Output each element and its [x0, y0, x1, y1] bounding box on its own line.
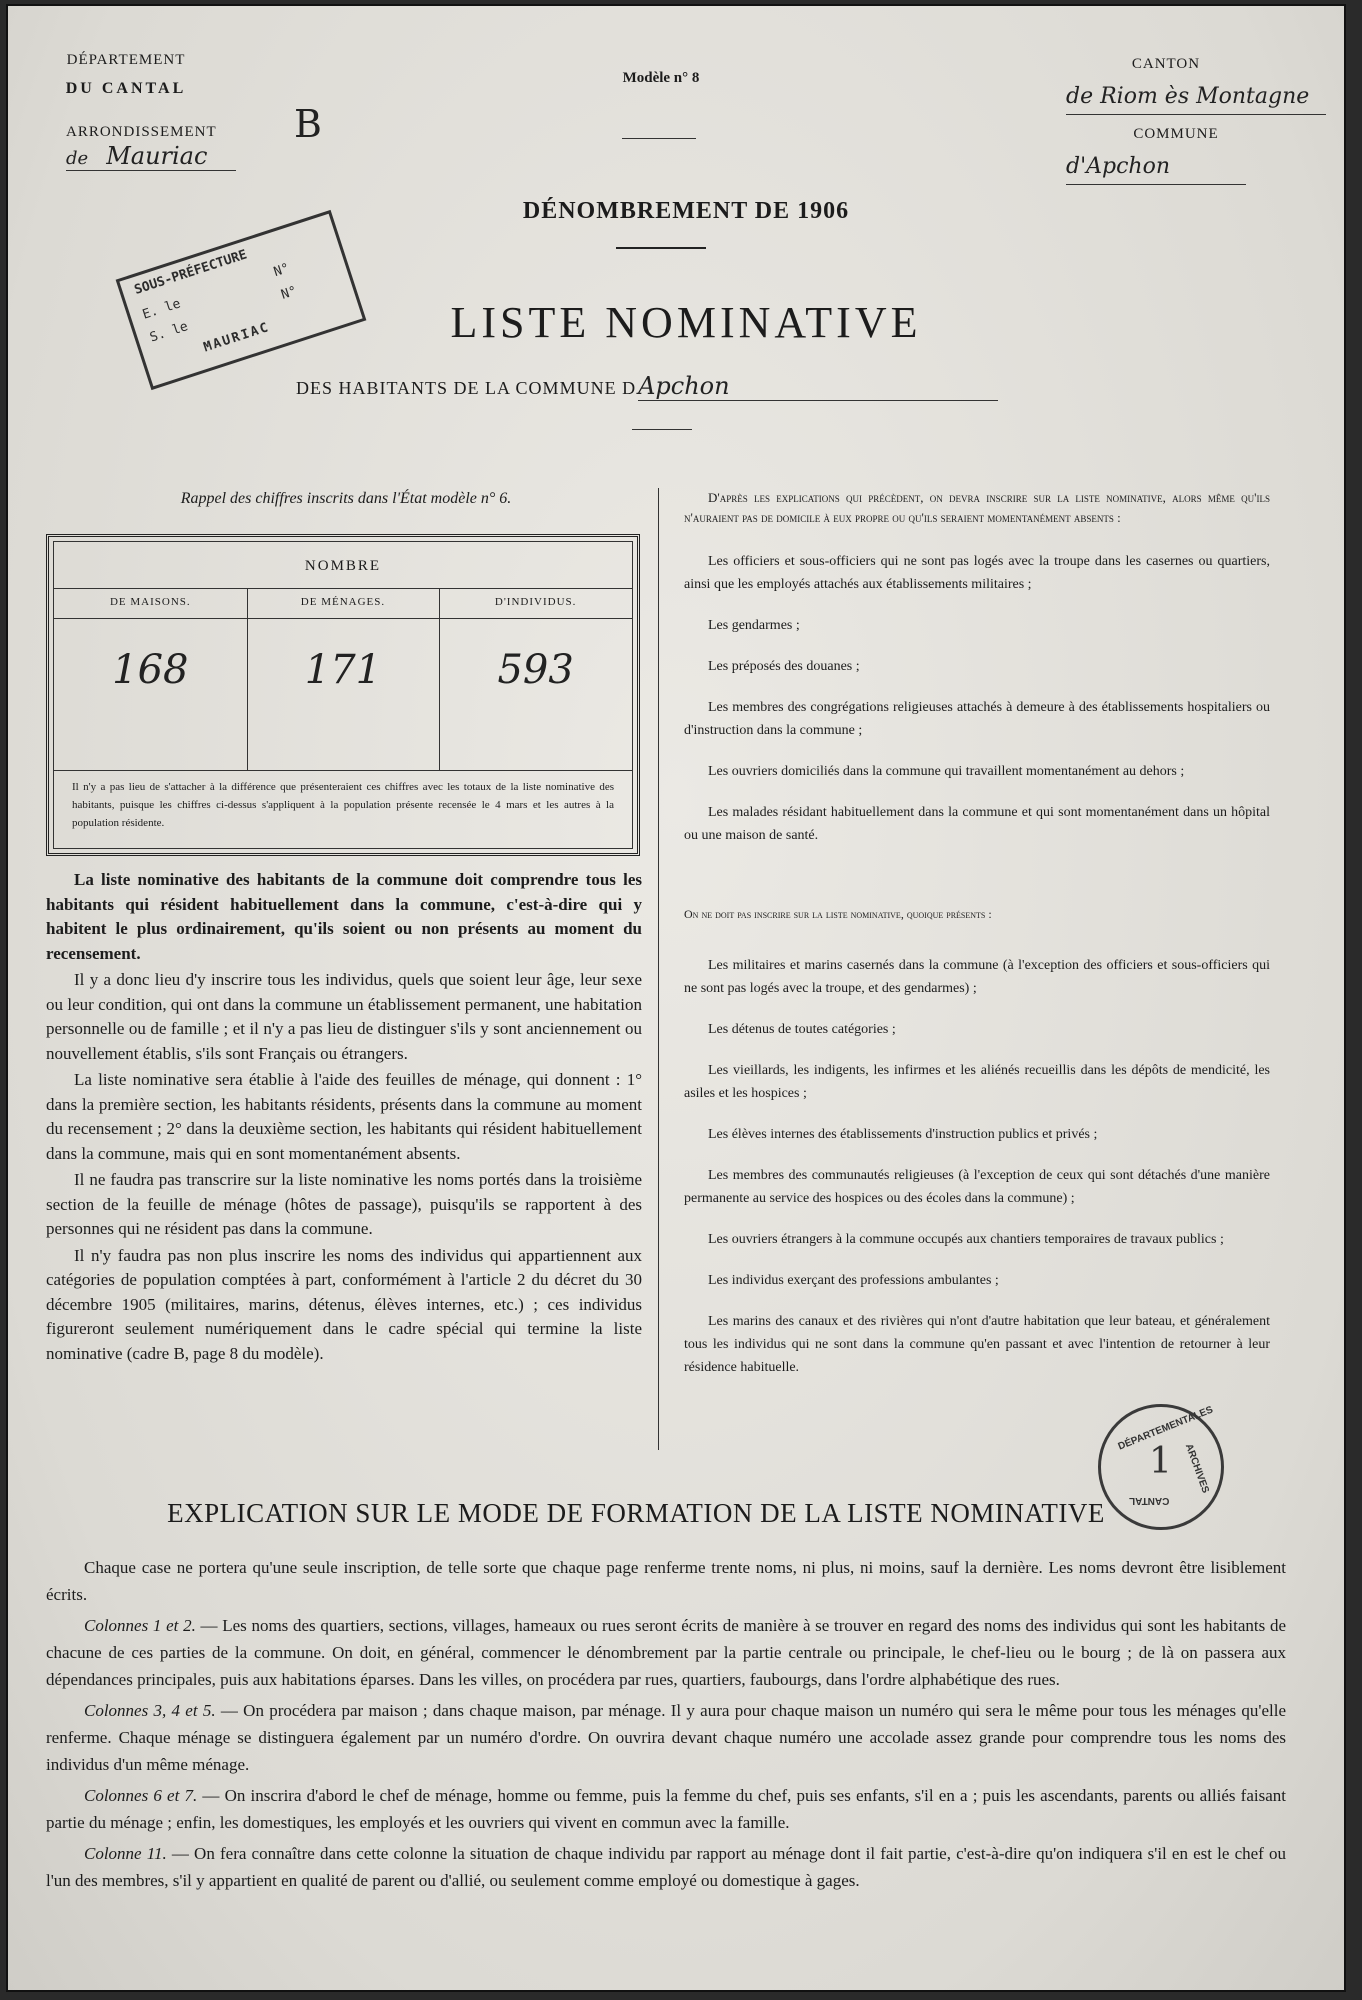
habitants-prefix: DES HABITANTS DE LA COMMUNE D — [296, 378, 637, 398]
col-label-individus: D'INDIVIDUS. — [494, 596, 577, 608]
arrondissement-prefix: de — [66, 148, 89, 169]
departement-label: DÉPARTEMENT — [66, 52, 186, 68]
explication-item-label: Colonnes 1 et 2. — [84, 1616, 196, 1635]
explication-item-label: Colonne 11. — [84, 1844, 167, 1863]
departement-value: DU CANTAL — [65, 80, 187, 97]
explication-body — [46, 1554, 1286, 1898]
stamp-line1: SOUS-PRÉFECTURE — [132, 247, 249, 298]
denombrement-title: DÉNOMBREMENT DE 1906 — [522, 198, 850, 224]
left-paragraph: Il ne faudra pas transcrire sur la liste nominative les noms portés dans la troisième section de la feuille de ménage (hôtes de passage), puisqu'ils se rapportent à des personnes qui ne résident pas dans la commune. — [46, 1170, 642, 1238]
left-paragraph: Il n'y faudra pas non plus inscrire les noms des individus qui appartiennent aux catégories de population comptées à part, conformément à l'article 2 du décret du 30 décembre 1905 (militaires, marins, détenus, élèves internes, etc.) ; ces individus figureront seulement numériquement dans le cadre spécial qui termine la liste nominative (cadre B, page 8 du modèle). — [46, 1245, 642, 1363]
left-paragraph: La liste nominative des habitants de la commune doit comprendre tous les habitants qui résident habituellement dans la commune, c'est-à-dire qui y habitent le plus ordinairement, qu'ils soient ou non présents au moment du recensement. — [46, 870, 642, 963]
ne-pas-item: Les militaires et marins casernés dans la commune (à l'exception des officiers et sous-officiers qui ne sont pas logés avec la troupe, et des gendarmes) ; — [684, 958, 1270, 996]
archives-stamp-bottom: CANTAL — [1129, 1495, 1170, 1506]
nombre-box — [46, 534, 640, 856]
inscrire-item: Les officiers et sous-officiers qui ne sont pas logés avec la troupe dans les casernes ou quartiers, ainsi que les employés attachés aux établissements militaires ; — [684, 554, 1270, 592]
value-maisons: 168 — [112, 647, 189, 693]
nombre-caption: Rappel des chiffres inscrits dans l'État modèle n° 6. — [180, 490, 512, 507]
census-form-page — [6, 4, 1346, 1992]
stamp-bottom: MAURIAC — [201, 319, 272, 356]
canton-label: CANTON — [1131, 56, 1201, 72]
archives-stamp-top: DÉPARTEMENTALES — [1116, 1404, 1215, 1453]
explication-item-text: — On procédera par maison ; dans chaque maison, par ménage. Il y aura pour chaque maison un numéro qui sera le même pour tous les ménages qu'elle renferme. Chaque ménage se distinguera également par un numéro d'ordre. On ouvrira devant chaque numéro une accolade assez grande pour comprendre tous les noms des individus d'un même ménage. — [46, 1701, 1286, 1774]
liste-nominative-title: LISTE NOMINATIVE — [450, 298, 922, 347]
stamp-line2-no: N° — [271, 260, 292, 281]
explication-item — [46, 1612, 1286, 1693]
value-individus: 593 — [497, 647, 574, 693]
inscrire-item: Les membres des congrégations religieuses attachés à demeure à des établissements hospitaliers ou d'instruction dans la commune ; — [684, 700, 1270, 738]
inscrire-item: Les ouvriers domiciliés dans la commune qui travaillent momentanément au dehors ; — [708, 764, 1185, 779]
header-rule — [622, 138, 696, 139]
archives-stamp — [1098, 1404, 1224, 1530]
title-ornament-2 — [632, 429, 692, 430]
explication-item — [46, 1840, 1286, 1894]
title-ornament — [616, 247, 706, 249]
left-paragraph: Il y a donc lieu d'y inscrire tous les individus, quels que soient leur âge, leur sexe ou leur condition, qui ont dans la commune un établissement permanent, une habitation personnelle ou de famille ; et il n'y a pas lieu de distinguer s'ils y sont anciennement ou nouvellement établis, s'ils sont Français ou étrangers. — [46, 970, 642, 1063]
inscrire-item: Les gendarmes ; — [708, 618, 800, 633]
arrondissement-value: Mauriac — [106, 142, 208, 170]
ne-pas-item: Les élèves internes des établissements d'instruction publics et privés ; — [708, 1127, 1098, 1142]
nombre-heading: NOMBRE — [304, 558, 382, 574]
value-menages: 171 — [304, 647, 382, 693]
nombre-col-individus — [439, 588, 632, 770]
commune-value: d'Apchon — [1066, 154, 1246, 185]
explication-item-label: Colonnes 3, 4 et 5. — [84, 1701, 216, 1720]
ne-pas-item: Les individus exerçant des professions ambulantes ; — [708, 1273, 999, 1288]
left-paragraph: La liste nominative sera établie à l'aide des feuilles de ménage, qui donnent : 1° dans la première section, les habitants résidents, présents dans la commune au moment du recensement ; 2° dans la deuxième section, les habitants qui résident habituellement dans la commune, mais qui en sont momentanément absents. — [46, 1070, 642, 1163]
right-instructions — [684, 488, 1270, 1397]
canton-value: de Riom ès Montagne — [1066, 84, 1326, 115]
ne-pas-item: Les ouvriers étrangers à la commune occupés aux chantiers temporaires de travaux publics ; — [708, 1232, 1224, 1247]
nombre-col-menages — [247, 588, 441, 770]
ne-pas-item: Les marins des canaux et des rivières qui n'ont d'autre habitation que leur bateau, et généralement tous les individus qui ne sont dans la commune qu'en passant et avec l'intention de retourner à leur résidence habituelle. — [684, 1314, 1270, 1375]
column-divider — [658, 488, 659, 1450]
inscrire-item: Les malades résidant habituellement dans la commune et qui sont momentanément dans un hôpital ou une maison de santé. — [684, 805, 1270, 843]
ne-pas-heading: On ne doit pas inscrire sur la liste nominative, quoique présents : — [684, 907, 992, 921]
stamp-line2-label: E. le — [140, 296, 183, 323]
ne-pas-item: Les détenus de toutes catégories ; — [708, 1022, 896, 1037]
explication-intro: Chaque case ne portera qu'une seule inscription, de telle sorte que chaque page renferme trente noms, ni plus, ni moins, sauf la dernière. Les noms devront être lisiblement écrits. — [46, 1558, 1286, 1604]
ne-pas-item: Les membres des communautés religieuses (à l'exception de ceux qui sont détachés d'une manière permanente au service des hospices ou des écoles dans la commune) ; — [684, 1168, 1270, 1206]
habitants-line — [296, 372, 1036, 404]
explication-item — [46, 1782, 1286, 1836]
explication-item-text: — On inscrira d'abord le chef de ménage, homme ou femme, puis la femme du chef, puis ses enfants, s'il en a ; puis les ascendants, parents ou alliés faisant partie du ménage ; enfin, les domestiques, les employés et les ouvriers qui vivent en commun avec la famille. — [46, 1786, 1286, 1832]
right-intro: D'après les explications qui précèdent, on devra inscrire sur la liste nominative, alors même qu'ils n'auraient pas de domicile à eux propre ou qu'ils seraient momentanément absents : — [684, 490, 1270, 525]
stamp-line3-no: N° — [279, 283, 299, 303]
left-instructions — [46, 868, 642, 1368]
habitants-commune: Apchon — [638, 372, 998, 401]
nombre-note: Il n'y a pas lieu de s'attacher à la différence que présenteraient ces chiffres avec les totaux de la liste nominative des habitants, puisque les chiffres ci-dessus s'appliquent à la population présente recensée le 4 mars et les autres à la population résidente. — [72, 781, 614, 829]
margin-mark: B — [294, 102, 322, 146]
ne-pas-item: Les vieillards, les indigents, les infirmes et les aliénés recueillis dans les dépôts de mendicité, les asiles et les hospices ; — [684, 1063, 1270, 1101]
arrondissement-line — [66, 142, 236, 171]
inscrire-item: Les préposés des douanes ; — [708, 659, 860, 674]
explication-item-label: Colonnes 6 et 7. — [84, 1786, 198, 1805]
explication-item-text: — Les noms des quartiers, sections, villages, hameaux ou rues seront écrits de manière à se trouver en regard des noms des individus qui sont les habitants de chacune de ces parties de la commune. On doit, en général, commencer le dénombrement par la partie centrale ou principale, le chef-lieu ou le bourg ; de là on passera aux dépendances principales, puis aux habitations éparses. Dans les villes, on procédera par rues, quartiers, faubourgs, dans l'ordre alphabétique des rues. — [46, 1616, 1286, 1689]
col-label-maisons: DE MAISONS. — [109, 596, 191, 608]
stamp-line3-label: S. le — [148, 319, 190, 346]
explication-item — [46, 1697, 1286, 1778]
col-label-menages: DE MÉNAGES. — [300, 596, 386, 608]
nombre-col-maisons — [54, 588, 248, 770]
archives-stamp-mark: 1 — [1149, 1441, 1172, 1482]
commune-label: COMMUNE — [1133, 126, 1219, 142]
explication-item-text: — On fera connaître dans cette colonne la situation de chaque individu par rapport au ménage dont il fait partie, c'est-à-dire qu'on indiquera s'il en est le chef ou l'un des membres, s'il y appartient en qualité de parent ou d'allié, ou seulement comme employé ou domestique à gages. — [46, 1844, 1286, 1890]
modele-number: Modèle n° 8 — [622, 70, 700, 86]
sous-prefecture-stamp — [116, 210, 367, 390]
archives-stamp-side: ARCHIVES — [1182, 1442, 1211, 1495]
explication-title: EXPLICATION SUR LE MODE DE FORMATION DE LA LISTE NOMINATIVE — [167, 1498, 1105, 1528]
arrondissement-label: ARRONDISSEMENT — [66, 124, 217, 140]
